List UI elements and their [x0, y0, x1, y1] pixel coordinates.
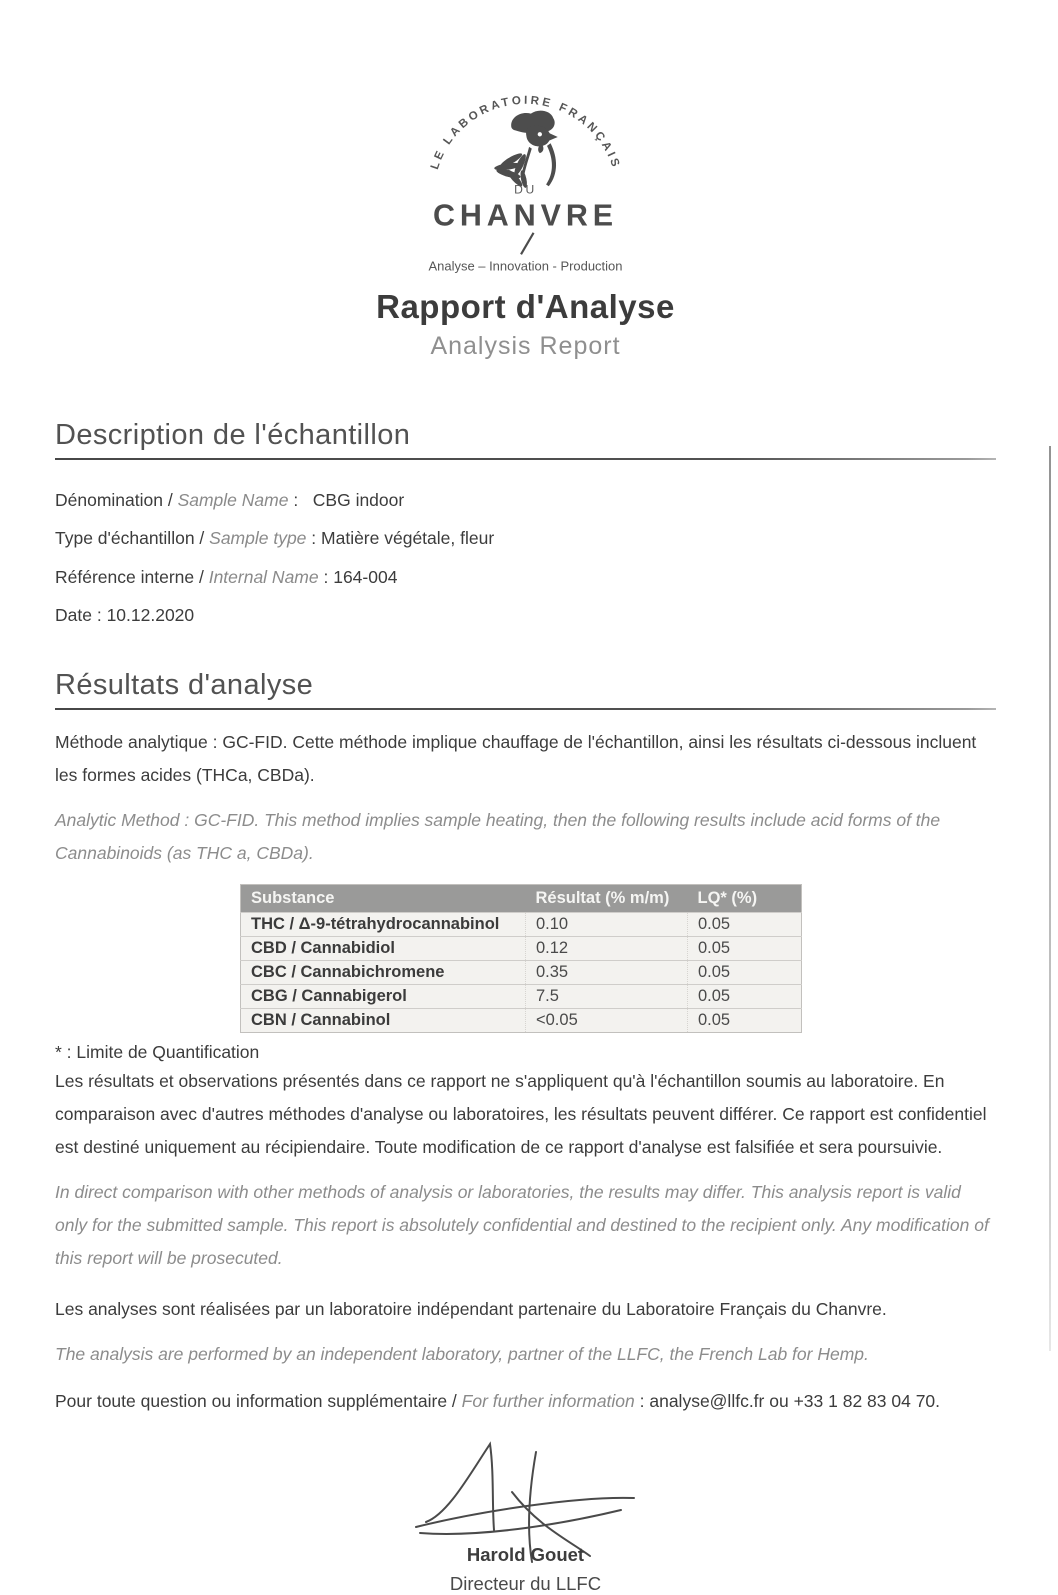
results-section-heading: Résultats d'analyse	[55, 669, 996, 710]
cell-substance: THC / Δ-9-tétrahydrocannabinol	[241, 912, 526, 936]
cell-result: <0.05	[526, 1008, 688, 1032]
field-separator: :	[288, 489, 313, 510]
cell-lq: 0.05	[688, 936, 802, 960]
cell-substance: CBC / Cannabichromene	[241, 960, 526, 984]
field-value: CBG indoor	[312, 489, 405, 510]
table-row	[241, 960, 802, 984]
logo-arc-text: LE LABORATOIRE FRANÇAIS	[428, 93, 623, 172]
signatory-role: Directeur du LLFC	[449, 1572, 602, 1594]
cell-lq: 0.05	[688, 1008, 802, 1032]
logo-tagline: Analyse – Innovation - Production	[428, 258, 623, 274]
cell-substance: CBG / Cannabigerol	[241, 984, 526, 1008]
rooster-hemp-icon	[494, 111, 558, 189]
field-label-en: Internal Name	[208, 566, 319, 587]
field-label-en: Sample type	[209, 528, 307, 549]
lq-footnote: * : Limite de Quantification	[55, 1041, 260, 1062]
field-separator: :	[318, 566, 334, 587]
field-sample-type	[55, 530, 996, 548]
field-value: Matière végétale, fleur	[321, 528, 495, 549]
scan-artifact-line	[1049, 446, 1051, 1351]
partner-fr: Les analyses sont réalisées par un laboratoire indépendant partenaire du Laboratoire Français du Chanvre.	[55, 1298, 887, 1319]
report-title-en: Analysis Report	[430, 331, 621, 360]
contact-line	[55, 1385, 996, 1418]
field-label-fr: Date	[55, 605, 92, 626]
llfc-logo-svg	[418, 68, 633, 276]
field-label-en: Sample Name	[177, 489, 289, 510]
contact-fr: Pour toute question ou information supplémentaire /	[55, 1390, 462, 1411]
cell-lq: 0.05	[688, 912, 802, 936]
cell-lq: 0.05	[688, 984, 802, 1008]
cell-lq: 0.05	[688, 960, 802, 984]
results-table-header-row	[241, 884, 802, 912]
cell-result: 0.10	[526, 912, 688, 936]
cell-result: 7.5	[526, 984, 688, 1008]
logo-chanvre-text: CHANVRE	[433, 198, 618, 233]
signature-block	[55, 1430, 996, 1595]
field-separator: :	[91, 605, 107, 626]
field-sample-name	[55, 489, 996, 510]
report-page	[0, 68, 1058, 1594]
field-value: 164-004	[333, 566, 398, 587]
report-title-fr: Rapport d'Analyse	[376, 287, 675, 325]
header-result: Résultat (% m/m)	[526, 884, 688, 912]
table-row	[241, 936, 802, 960]
header-lq: LQ* (%)	[688, 884, 802, 912]
field-value: 10.12.2020	[106, 605, 195, 626]
contact-en: For further information	[461, 1390, 635, 1411]
method-paragraph-fr: Méthode analytique : GC-FID. Cette méthode implique chauffage de l'échantillon, ainsi les résultats ci-dessous incluent les formes acides (THCa, CBDa).	[55, 731, 977, 785]
field-label-fr: Type d'échantillon /	[55, 528, 210, 549]
field-date	[55, 607, 996, 625]
cell-substance: CBN / Cannabinol	[241, 1008, 526, 1032]
contact-rest: : analyse@llfc.fr ou +33 1 82 83 04 70.	[634, 1390, 941, 1411]
method-paragraph-en: Analytic Method : GC-FID. This method implies sample heating, then the following results include acid forms of the Cannabinoids (as THC a, CBDa).	[55, 809, 941, 863]
sample-section-heading: Description de l'échantillon	[55, 419, 996, 460]
disclaimer-en: In direct comparison with other methods of analysis or laboratories, the results may differ. This analysis report is valid only for the submitted sample. This report is absolutely confidential and destined to the recipient only. Any modification of this report will be prosecuted.	[55, 1181, 989, 1268]
logo-du-text: DU	[514, 182, 537, 197]
header-substance: Substance	[241, 884, 526, 912]
partner-en: The analysis are performed by an independent laboratory, partner of the LLFC, the French Lab for Hemp.	[55, 1343, 869, 1364]
llfc-logo	[418, 68, 633, 276]
field-separator: :	[306, 528, 322, 549]
disclaimer-fr: Les résultats et observations présentés dans ce rapport ne s'appliquent qu'à l'échantillon soumis au laboratoire. En comparaison avec d'autres méthodes d'analyse ou laboratoires, les résultats peuvent différer. Ce rapport est confidentiel est destiné uniquement au récipiendaire. Toute modification de ce rapport d'analyse est falsifiée et sera poursuivie.	[55, 1070, 987, 1157]
signatory-name: Harold Gouet	[466, 1543, 585, 1565]
table-row	[241, 1008, 802, 1032]
field-internal-reference	[55, 566, 996, 587]
field-label-fr: Dénomination /	[55, 489, 178, 510]
logo-slash	[521, 233, 534, 254]
sample-fields	[55, 489, 996, 626]
field-label-fr: Référence interne /	[55, 566, 209, 587]
cell-substance: CBD / Cannabidiol	[241, 936, 526, 960]
cell-result: 0.12	[526, 936, 688, 960]
cell-result: 0.35	[526, 960, 688, 984]
table-row	[241, 984, 802, 1008]
results-table	[240, 884, 802, 1033]
table-row	[241, 912, 802, 936]
